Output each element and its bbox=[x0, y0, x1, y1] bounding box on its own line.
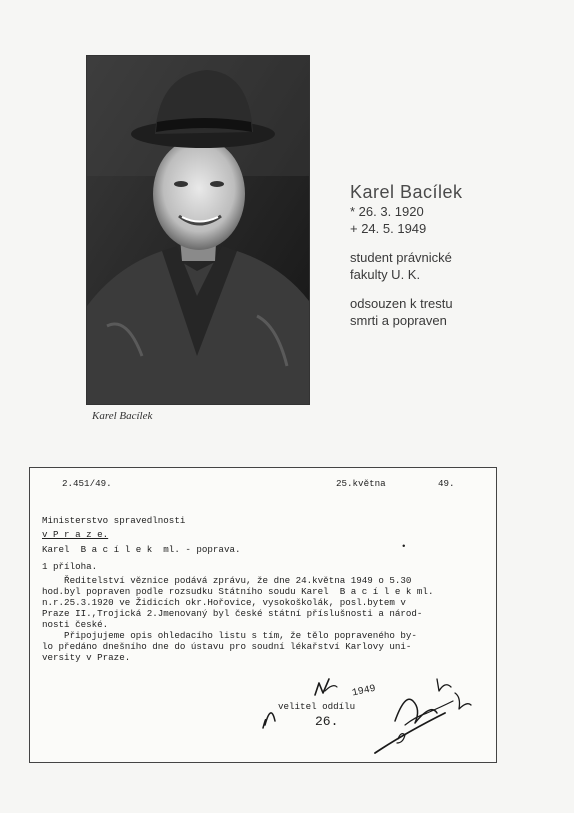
body-line: Ředitelství věznice podává zprávu, že dne 24.května 1949 o 5.30 bbox=[42, 575, 412, 586]
portrait-image bbox=[87, 56, 309, 404]
recipient-line-1: Ministerstvo spravedlnosti bbox=[42, 515, 186, 526]
body-line: n.r.25.3.1920 ve Židicích okr.Hořovice, vysokoškolák, posl.bytem v bbox=[42, 597, 406, 608]
body-line: lo předáno dnešního dne do ústavu pro soudní lékařství Karlovy uni- bbox=[42, 641, 412, 652]
body-line: nosti české. bbox=[42, 619, 109, 630]
fate-line-2: smrti a popraven bbox=[350, 313, 447, 328]
fate-line-1: odsouzen k trestu bbox=[350, 296, 453, 311]
bio-block bbox=[350, 182, 463, 329]
body-line: hod.byl popraven podle rozsudku Státního soudu Karel B a c í l e k ml. bbox=[42, 586, 434, 597]
body-line: versity v Praze. bbox=[42, 652, 131, 663]
death-date: + 24. 5. 1949 bbox=[350, 221, 427, 236]
portrait-photo bbox=[86, 55, 310, 405]
photo-caption: Karel Bacílek bbox=[92, 410, 153, 422]
body-line: Připojujeme opis ohledacího listu s tím, že tělo popraveného by- bbox=[42, 630, 417, 641]
recipient-line-2: v P r a z e. bbox=[42, 529, 109, 540]
typed-letter bbox=[29, 467, 497, 763]
letter-year: 49. bbox=[438, 478, 455, 489]
letter-subject: Karel B a c í l e k ml. - poprava. bbox=[42, 544, 241, 555]
signature-title: velitel oddílu bbox=[278, 701, 356, 712]
handwritten-signatures bbox=[255, 673, 475, 758]
person-name: Karel Bacílek bbox=[350, 182, 463, 202]
birth-date: * 26. 3. 1920 bbox=[350, 204, 424, 219]
stamp-day: 26. bbox=[315, 714, 339, 729]
study-line-2: fakulty U. K. bbox=[350, 267, 421, 282]
ink-dot: • bbox=[401, 541, 407, 552]
stamp-year: 1949 bbox=[351, 683, 377, 700]
study-line-1: student právnické bbox=[350, 250, 452, 265]
letter-date: 25.května bbox=[336, 478, 386, 489]
letter-reference: 2.451/49. bbox=[62, 478, 112, 489]
body-line: Praze II.,Trojická 2.Jmenovaný byl české státní příslušnosti a národ- bbox=[42, 608, 423, 619]
letter-attachment: 1 příloha. bbox=[42, 561, 98, 572]
